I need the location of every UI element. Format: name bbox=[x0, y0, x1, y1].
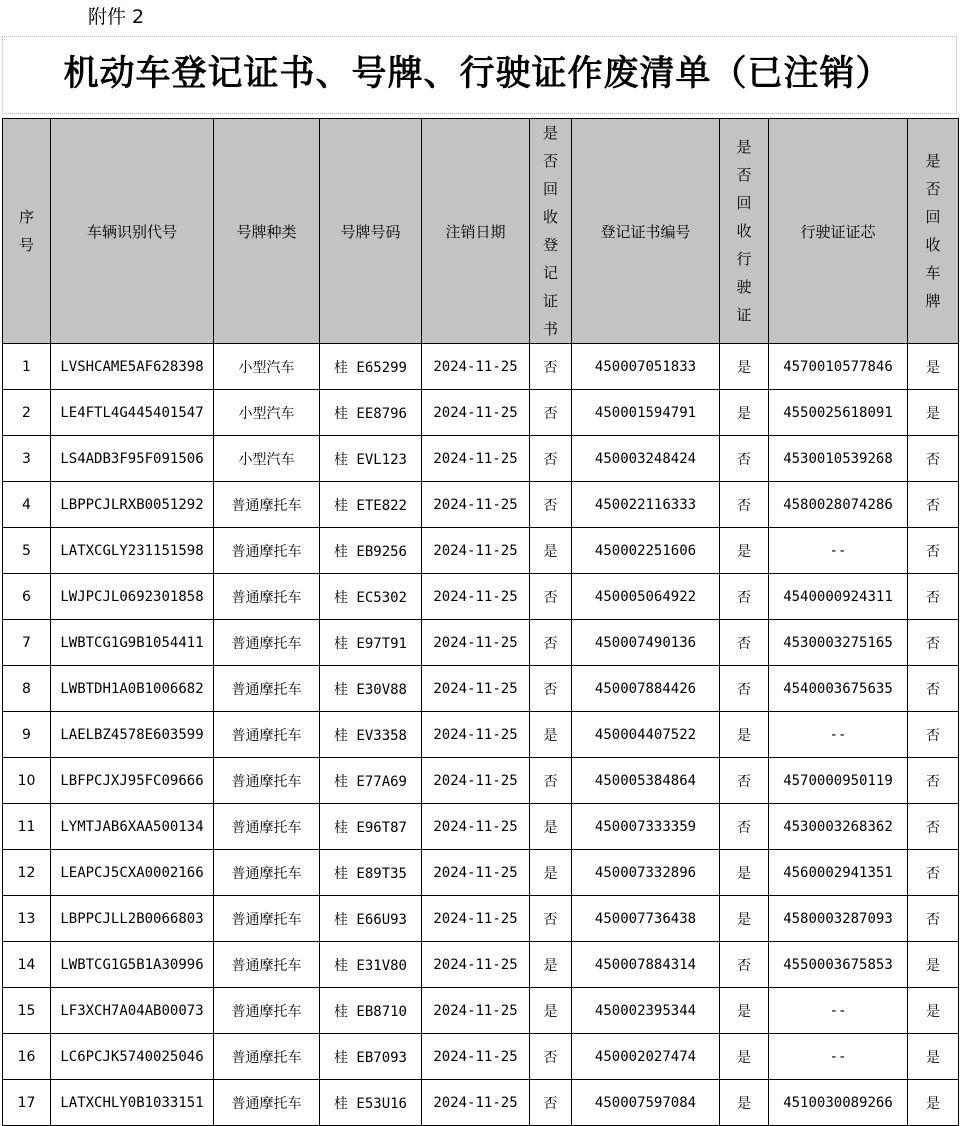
header-license-recovered: 是否回收行驶证 bbox=[720, 119, 769, 344]
cell-plate-recovered: 否 bbox=[908, 528, 959, 574]
cell-plate-number: 桂 E96T87 bbox=[320, 804, 422, 850]
table-row bbox=[3, 712, 959, 758]
cell-cancel-date: 2024-11-25 bbox=[422, 390, 530, 436]
cell-vin: LBPPCJLL2B0066803 bbox=[51, 896, 214, 942]
cell-cert-number: 450003248424 bbox=[572, 436, 720, 482]
cell-seq: 14 bbox=[3, 942, 51, 988]
cell-plate-type: 小型汽车 bbox=[214, 344, 320, 390]
cell-cert-number: 450001594791 bbox=[572, 390, 720, 436]
cell-cert-number: 450002251606 bbox=[572, 528, 720, 574]
cell-license-core: 4570000950119 bbox=[769, 758, 908, 804]
cell-plate-recovered: 否 bbox=[908, 482, 959, 528]
cell-plate-number: 桂 EE8796 bbox=[320, 390, 422, 436]
cell-plate-type: 普通摩托车 bbox=[214, 850, 320, 896]
cell-plate-number: 桂 EB9256 bbox=[320, 528, 422, 574]
cell-cert-number: 450007884426 bbox=[572, 666, 720, 712]
cell-license-recovered: 否 bbox=[720, 804, 769, 850]
cell-plate-type: 普通摩托车 bbox=[214, 804, 320, 850]
cell-license-recovered: 否 bbox=[720, 482, 769, 528]
cell-license-recovered: 否 bbox=[720, 758, 769, 804]
cell-plate-type: 普通摩托车 bbox=[214, 482, 320, 528]
cell-license-core: 4540003675635 bbox=[769, 666, 908, 712]
header-cert-recovered: 是否回收登记证书 bbox=[530, 119, 572, 344]
cell-plate-number: 桂 EB8710 bbox=[320, 988, 422, 1034]
cell-license-recovered: 是 bbox=[720, 988, 769, 1034]
cell-plate-recovered: 否 bbox=[908, 574, 959, 620]
cell-plate-number: 桂 E53U16 bbox=[320, 1080, 422, 1126]
cell-plate-type: 普通摩托车 bbox=[214, 1080, 320, 1126]
cell-license-recovered: 否 bbox=[720, 574, 769, 620]
header-plate-recovered: 是否回收车牌 bbox=[908, 119, 959, 344]
cell-license-recovered: 否 bbox=[720, 436, 769, 482]
cell-vin: LC6PCJK5740025046 bbox=[51, 1034, 214, 1080]
cell-cert-number: 450022116333 bbox=[572, 482, 720, 528]
cell-vin: LAELBZ4578E603599 bbox=[51, 712, 214, 758]
cell-seq: 4 bbox=[3, 482, 51, 528]
cell-cancel-date: 2024-11-25 bbox=[422, 1080, 530, 1126]
cell-seq: 12 bbox=[3, 850, 51, 896]
cell-license-recovered: 是 bbox=[720, 896, 769, 942]
cell-plate-type: 普通摩托车 bbox=[214, 574, 320, 620]
cell-plate-number: 桂 E97T91 bbox=[320, 620, 422, 666]
cell-seq: 16 bbox=[3, 1034, 51, 1080]
cell-license-core: 4530003275165 bbox=[769, 620, 908, 666]
cell-cancel-date: 2024-11-25 bbox=[422, 712, 530, 758]
cell-plate-recovered: 否 bbox=[908, 666, 959, 712]
header-plate-number: 号牌号码 bbox=[320, 119, 422, 344]
cell-plate-type: 普通摩托车 bbox=[214, 942, 320, 988]
cell-seq: 7 bbox=[3, 620, 51, 666]
cell-cert-recovered: 否 bbox=[530, 390, 572, 436]
cell-plate-recovered: 是 bbox=[908, 942, 959, 988]
cell-vin: LWBTCG1G5B1A30996 bbox=[51, 942, 214, 988]
cell-vin: LATXCHLY0B1033151 bbox=[51, 1080, 214, 1126]
cell-cert-number: 450005384864 bbox=[572, 758, 720, 804]
cell-cert-number: 450005064922 bbox=[572, 574, 720, 620]
cell-vin: LEAPCJ5CXA0002166 bbox=[51, 850, 214, 896]
cell-plate-recovered: 是 bbox=[908, 1034, 959, 1080]
cell-plate-recovered: 是 bbox=[908, 390, 959, 436]
cell-vin: LE4FTL4G445401547 bbox=[51, 390, 214, 436]
cell-cancel-date: 2024-11-25 bbox=[422, 988, 530, 1034]
cell-seq: 8 bbox=[3, 666, 51, 712]
cell-license-recovered: 否 bbox=[720, 942, 769, 988]
cell-vin: LWJPCJL0692301858 bbox=[51, 574, 214, 620]
cell-plate-type: 普通摩托车 bbox=[214, 1034, 320, 1080]
cell-seq: 9 bbox=[3, 712, 51, 758]
cell-license-recovered: 是 bbox=[720, 1034, 769, 1080]
cell-cert-recovered: 否 bbox=[530, 666, 572, 712]
cell-cert-number: 450007597084 bbox=[572, 1080, 720, 1126]
cell-cancel-date: 2024-11-25 bbox=[422, 942, 530, 988]
cell-seq: 6 bbox=[3, 574, 51, 620]
header-seq: 序号 bbox=[3, 119, 51, 344]
table-row bbox=[3, 666, 959, 712]
cell-cancel-date: 2024-11-25 bbox=[422, 896, 530, 942]
cell-seq: 15 bbox=[3, 988, 51, 1034]
cell-vin: LBFPCJXJ95FC09666 bbox=[51, 758, 214, 804]
cell-license-core: 4570010577846 bbox=[769, 344, 908, 390]
cell-seq: 3 bbox=[3, 436, 51, 482]
cell-cert-number: 450007332896 bbox=[572, 850, 720, 896]
cell-plate-type: 普通摩托车 bbox=[214, 988, 320, 1034]
cancellation-table bbox=[2, 118, 959, 1126]
table-header-row bbox=[3, 119, 959, 344]
cell-license-core: 4580028074286 bbox=[769, 482, 908, 528]
cell-cancel-date: 2024-11-25 bbox=[422, 758, 530, 804]
cell-license-recovered: 是 bbox=[720, 528, 769, 574]
table-row bbox=[3, 758, 959, 804]
cell-vin: LVSHCAME5AF628398 bbox=[51, 344, 214, 390]
cell-cancel-date: 2024-11-25 bbox=[422, 482, 530, 528]
cell-vin: LWBTDH1A0B1006682 bbox=[51, 666, 214, 712]
cell-license-core: -- bbox=[769, 528, 908, 574]
cell-cancel-date: 2024-11-25 bbox=[422, 574, 530, 620]
table-row bbox=[3, 574, 959, 620]
cell-license-recovered: 否 bbox=[720, 666, 769, 712]
cell-cert-recovered: 是 bbox=[530, 988, 572, 1034]
cell-cert-recovered: 是 bbox=[530, 850, 572, 896]
cell-license-core: -- bbox=[769, 712, 908, 758]
cell-plate-recovered: 否 bbox=[908, 712, 959, 758]
cell-license-core: -- bbox=[769, 988, 908, 1034]
cell-license-recovered: 是 bbox=[720, 1080, 769, 1126]
table-row bbox=[3, 850, 959, 896]
table-row bbox=[3, 620, 959, 666]
header-cert-number: 登记证书编号 bbox=[572, 119, 720, 344]
cell-license-recovered: 是 bbox=[720, 390, 769, 436]
table-row bbox=[3, 1080, 959, 1126]
cell-vin: LS4ADB3F95F091506 bbox=[51, 436, 214, 482]
header-license-core: 行驶证证芯 bbox=[769, 119, 908, 344]
cell-cert-number: 450007490136 bbox=[572, 620, 720, 666]
table-row bbox=[3, 804, 959, 850]
cell-license-core: 4580003287093 bbox=[769, 896, 908, 942]
cell-cert-recovered: 是 bbox=[530, 712, 572, 758]
cell-plate-type: 普通摩托车 bbox=[214, 896, 320, 942]
cell-cert-recovered: 否 bbox=[530, 436, 572, 482]
cell-plate-number: 桂 ETE822 bbox=[320, 482, 422, 528]
cell-plate-type: 普通摩托车 bbox=[214, 712, 320, 758]
cell-plate-number: 桂 E77A69 bbox=[320, 758, 422, 804]
cell-cert-number: 450007736438 bbox=[572, 896, 720, 942]
cell-cancel-date: 2024-11-25 bbox=[422, 1034, 530, 1080]
cell-plate-number: 桂 E30V88 bbox=[320, 666, 422, 712]
cell-license-core: 4540000924311 bbox=[769, 574, 908, 620]
header-plate-type: 号牌种类 bbox=[214, 119, 320, 344]
cell-cert-number: 450007051833 bbox=[572, 344, 720, 390]
cell-cert-recovered: 否 bbox=[530, 482, 572, 528]
cell-plate-number: 桂 EV3358 bbox=[320, 712, 422, 758]
cell-seq: 11 bbox=[3, 804, 51, 850]
cell-plate-recovered: 是 bbox=[908, 1080, 959, 1126]
attachment-label: 附件 2 bbox=[88, 6, 145, 28]
cell-plate-type: 普通摩托车 bbox=[214, 758, 320, 804]
cell-plate-recovered: 否 bbox=[908, 436, 959, 482]
cell-plate-recovered: 否 bbox=[908, 850, 959, 896]
cell-seq: 1 bbox=[3, 344, 51, 390]
cell-cancel-date: 2024-11-25 bbox=[422, 620, 530, 666]
table-body bbox=[3, 344, 959, 1126]
cell-cert-recovered: 否 bbox=[530, 620, 572, 666]
cell-license-recovered: 是 bbox=[720, 712, 769, 758]
cell-cert-recovered: 否 bbox=[530, 1034, 572, 1080]
cell-cert-recovered: 是 bbox=[530, 804, 572, 850]
cell-plate-recovered: 否 bbox=[908, 804, 959, 850]
cell-vin: LWBTCG1G9B1054411 bbox=[51, 620, 214, 666]
cell-vin: LF3XCH7A04AB00073 bbox=[51, 988, 214, 1034]
cell-vin: LBPPCJLRXB0051292 bbox=[51, 482, 214, 528]
table-row bbox=[3, 942, 959, 988]
cell-cancel-date: 2024-11-25 bbox=[422, 666, 530, 712]
cell-cert-recovered: 是 bbox=[530, 528, 572, 574]
cell-cert-number: 450007333359 bbox=[572, 804, 720, 850]
cell-plate-type: 小型汽车 bbox=[214, 436, 320, 482]
cell-plate-type: 普通摩托车 bbox=[214, 620, 320, 666]
cell-plate-recovered: 否 bbox=[908, 620, 959, 666]
cell-license-core: 4550003675853 bbox=[769, 942, 908, 988]
cell-plate-number: 桂 E65299 bbox=[320, 344, 422, 390]
cell-license-core: 4530010539268 bbox=[769, 436, 908, 482]
document-title: 机动车登记证书、号牌、行驶证作废清单（已注销） bbox=[63, 53, 892, 94]
cell-seq: 5 bbox=[3, 528, 51, 574]
cell-cert-number: 450004407522 bbox=[572, 712, 720, 758]
cell-cert-recovered: 否 bbox=[530, 896, 572, 942]
cell-cancel-date: 2024-11-25 bbox=[422, 528, 530, 574]
cell-license-recovered: 否 bbox=[720, 620, 769, 666]
header-vin: 车辆识别代号 bbox=[51, 119, 214, 344]
cell-plate-recovered: 是 bbox=[908, 344, 959, 390]
cell-plate-number: 桂 EC5302 bbox=[320, 574, 422, 620]
cell-plate-type: 小型汽车 bbox=[214, 390, 320, 436]
cell-cancel-date: 2024-11-25 bbox=[422, 804, 530, 850]
cell-license-core: 4510030089266 bbox=[769, 1080, 908, 1126]
header-cancel-date: 注销日期 bbox=[422, 119, 530, 344]
cell-plate-recovered: 否 bbox=[908, 758, 959, 804]
cell-vin: LATXCGLY231151598 bbox=[51, 528, 214, 574]
cell-license-recovered: 是 bbox=[720, 850, 769, 896]
cell-cert-number: 450007884314 bbox=[572, 942, 720, 988]
cell-cancel-date: 2024-11-25 bbox=[422, 344, 530, 390]
table-row bbox=[3, 436, 959, 482]
table-row bbox=[3, 1034, 959, 1080]
cell-cert-number: 450002395344 bbox=[572, 988, 720, 1034]
table-row bbox=[3, 896, 959, 942]
cell-license-core: 4530003268362 bbox=[769, 804, 908, 850]
cell-plate-number: 桂 EVL123 bbox=[320, 436, 422, 482]
cell-cert-recovered: 否 bbox=[530, 1080, 572, 1126]
cell-cancel-date: 2024-11-25 bbox=[422, 436, 530, 482]
cell-cert-recovered: 是 bbox=[530, 942, 572, 988]
table-row bbox=[3, 528, 959, 574]
cell-seq: 13 bbox=[3, 896, 51, 942]
cell-plate-number: 桂 EB7093 bbox=[320, 1034, 422, 1080]
cell-license-core: -- bbox=[769, 1034, 908, 1080]
cell-plate-number: 桂 E66U93 bbox=[320, 896, 422, 942]
cell-cancel-date: 2024-11-25 bbox=[422, 850, 530, 896]
cell-seq: 17 bbox=[3, 1080, 51, 1126]
cell-cert-recovered: 否 bbox=[530, 574, 572, 620]
table-row bbox=[3, 344, 959, 390]
cell-plate-recovered: 否 bbox=[908, 896, 959, 942]
cell-license-core: 4550025618091 bbox=[769, 390, 908, 436]
cell-plate-type: 普通摩托车 bbox=[214, 666, 320, 712]
cell-plate-number: 桂 E89T35 bbox=[320, 850, 422, 896]
table-row bbox=[3, 482, 959, 528]
cell-plate-type: 普通摩托车 bbox=[214, 528, 320, 574]
cell-seq: 10 bbox=[3, 758, 51, 804]
table-row bbox=[3, 988, 959, 1034]
cell-cert-number: 450002027474 bbox=[572, 1034, 720, 1080]
table-row bbox=[3, 390, 959, 436]
cell-vin: LYMTJAB6XAA500134 bbox=[51, 804, 214, 850]
cell-plate-number: 桂 E31V80 bbox=[320, 942, 422, 988]
cell-plate-recovered: 是 bbox=[908, 988, 959, 1034]
cell-cert-recovered: 否 bbox=[530, 758, 572, 804]
cell-seq: 2 bbox=[3, 390, 51, 436]
cell-cert-recovered: 否 bbox=[530, 344, 572, 390]
cell-license-recovered: 是 bbox=[720, 344, 769, 390]
cell-license-core: 4560002941351 bbox=[769, 850, 908, 896]
